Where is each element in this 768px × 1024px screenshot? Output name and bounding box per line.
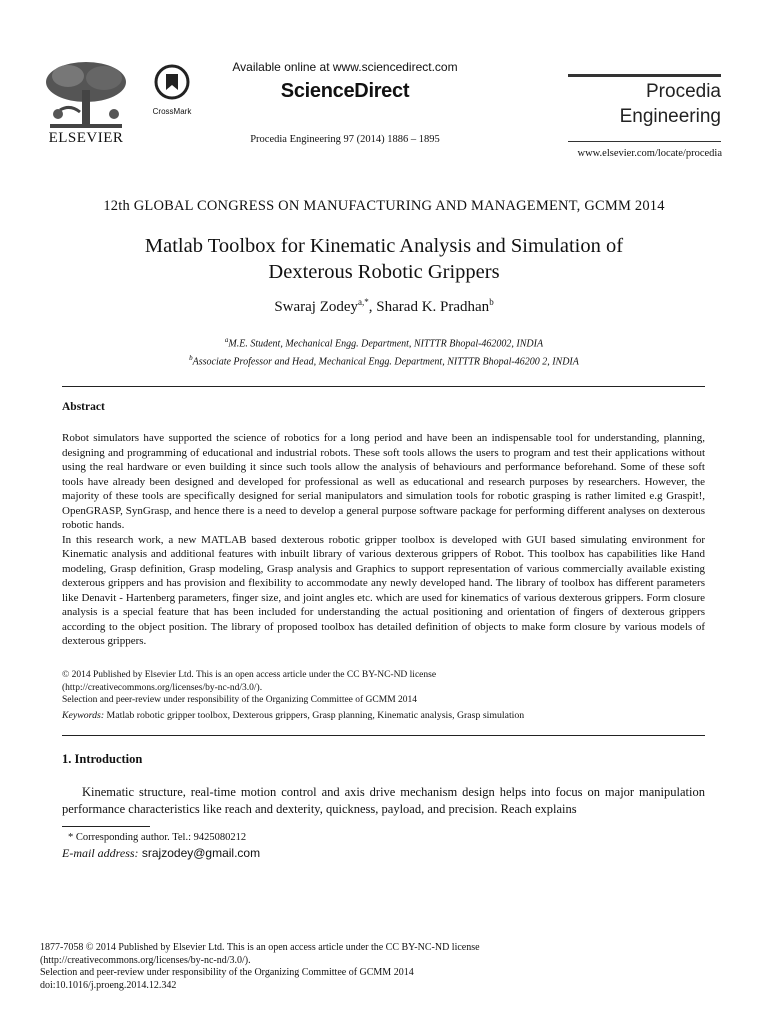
email-address[interactable]: srajzodey@gmail.com [138, 846, 261, 860]
journal-name-line2: Engineering [619, 106, 721, 127]
author-name: Sharad K. Pradhan [376, 299, 490, 315]
author-separator: , [368, 299, 377, 315]
journal-reference: Procedia Engineering 97 (2014) 1886 – 1895 [250, 134, 440, 145]
elsevier-tree-logo [40, 60, 132, 130]
journal-name-box [568, 74, 721, 142]
footnote-rule [62, 826, 150, 827]
license-notice: © 2014 Published by Elsevier Ltd. This is an open access article under the CC BY-NC-ND license (http://creativecommons.org/licenses/by-nc-nd/3.0/). Selection and peer-review under responsibility of the Organizing Committee of GCMM 2014 [62, 669, 705, 707]
author-superscript: a,* [358, 297, 369, 307]
sciencedirect-logo: ScienceDirect [280, 80, 410, 102]
footer-license-link[interactable]: (http://creativecommons.org/licenses/by-nc-nd/3.0/). [40, 954, 251, 966]
divider [62, 386, 705, 387]
keywords-list: Matlab robotic gripper toolbox, Dexterous grippers, Grasp planning, Kinematic analysis, Grasp simulation [104, 710, 525, 721]
section-heading: 1. Introduction [62, 752, 143, 766]
affiliation-b: $^b$Associate Professor and Head, Mechanical Engg. Department, NITTTR Bhopal-46200 2, INDIA [189, 354, 579, 368]
crossmark-badge[interactable] [152, 64, 192, 116]
title-line1: Matlab Toolbox for Kinematic Analysis and Simulation of [144, 235, 624, 257]
crossmark-label: CrossMark [152, 107, 192, 116]
abstract-paragraph: In this research work, a new MATLAB based dexterous robotic gripper toolbox is developed with GUI based simulating environment for Kinematic analysis and additional features with inbuilt library of various dexterous grippers of Robot. This toolbox has capabilities like Hand modeling, Grasp definition, Grasp modeling, Grasp analysis and Graphics to support representation of various commercially available existing dexterous grippers and has provision and flexibility to accommodate any newly developed hand. The library of toolbox has different parameters like Denavit - Hartenberg parameters, finger size, and joint angles etc. which are used for kinematics of various dexterous grippers. Form closure analysis is a special feature that has been included for understanding the actual positioning and orientation of fingers of dexterous grippers according to the object position. The library of proposed toolbox has detailed definition of objects to make form closure by various models of dexterous grippers. [62, 533, 705, 647]
author-name: Swaraj Zodey [274, 299, 359, 315]
license-link[interactable]: (http://creativecommons.org/licenses/by-nc-nd/3.0/). [62, 682, 263, 693]
doi[interactable]: doi:10.1016/j.proeng.2014.12.342 [40, 979, 177, 991]
journal-name-line1: Procedia [646, 81, 721, 102]
crossmark-icon [154, 64, 190, 100]
divider [62, 735, 705, 736]
paper-title [60, 233, 708, 285]
journal-url[interactable]: www.elsevier.com/locate/procedia [577, 148, 722, 159]
abstract-body [62, 431, 705, 649]
affiliations [60, 333, 708, 370]
available-online: Available online at www.sciencedirect.com [232, 60, 458, 74]
corresponding-author: * Corresponding author. Tel.: 9425080212 [68, 832, 247, 843]
title-line2: Dexterous Robotic Grippers [268, 261, 500, 283]
authors [60, 297, 708, 316]
email-line [62, 846, 260, 861]
keywords [62, 710, 705, 721]
affiliation-a: $^a$M.E. Student, Mechanical Engg. Department, NITTTR Bhopal-462002, INDIA [224, 336, 544, 350]
keywords-label: Keywords: [62, 710, 105, 721]
abstract-paragraph: Robot simulators have supported the science of robotics for a long period and have been an indispensable tool for understanding, planning, designing and programming of educational and industrial robots. These soft tools allows the users to program and test their applications without using the real hardware or even building it since such tools allow the analysis of behaviours and performance beforehand. Some of these soft tools have already been designed and developed for professional as well as educational and research purposes by researchers. However, the majority of these tools are specifically designed for serial manipulators and simulation tools for robotic grasping is rather limited e.g Graspit!, OpenGRASP, SynGrasp, and hence there is a need to develop a general purpose software package for performing different analyses on dexterous robotic hands. [62, 432, 705, 531]
author-superscript: b [489, 297, 494, 307]
publisher-name: ELSEVIER [48, 130, 124, 146]
email-label: E-mail address: [62, 846, 139, 860]
abstract-heading: Abstract [62, 401, 105, 413]
section-body: Kinematic structure, real-time motion control and axis drive mechanism design helps into focus on major manipulation performance characteristics like reach and dexterity, quickness, payload, and precision. Reach explains [62, 785, 705, 816]
page-footer: 1877-7058 © 2014 Published by Elsevier Ltd. This is an open access article under the CC BY-NC-ND license (http://creativecommons.org/licenses/by-nc-nd/3.0/). Selection and peer-review under responsibility of the Organizing Committee of GCMM 2014 doi:10.1016/j.proeng.2014.12.342 [40, 942, 720, 992]
congress-name: 12th GLOBAL CONGRESS ON MANUFACTURING AND MANAGEMENT, GCMM 2014 [103, 198, 665, 214]
